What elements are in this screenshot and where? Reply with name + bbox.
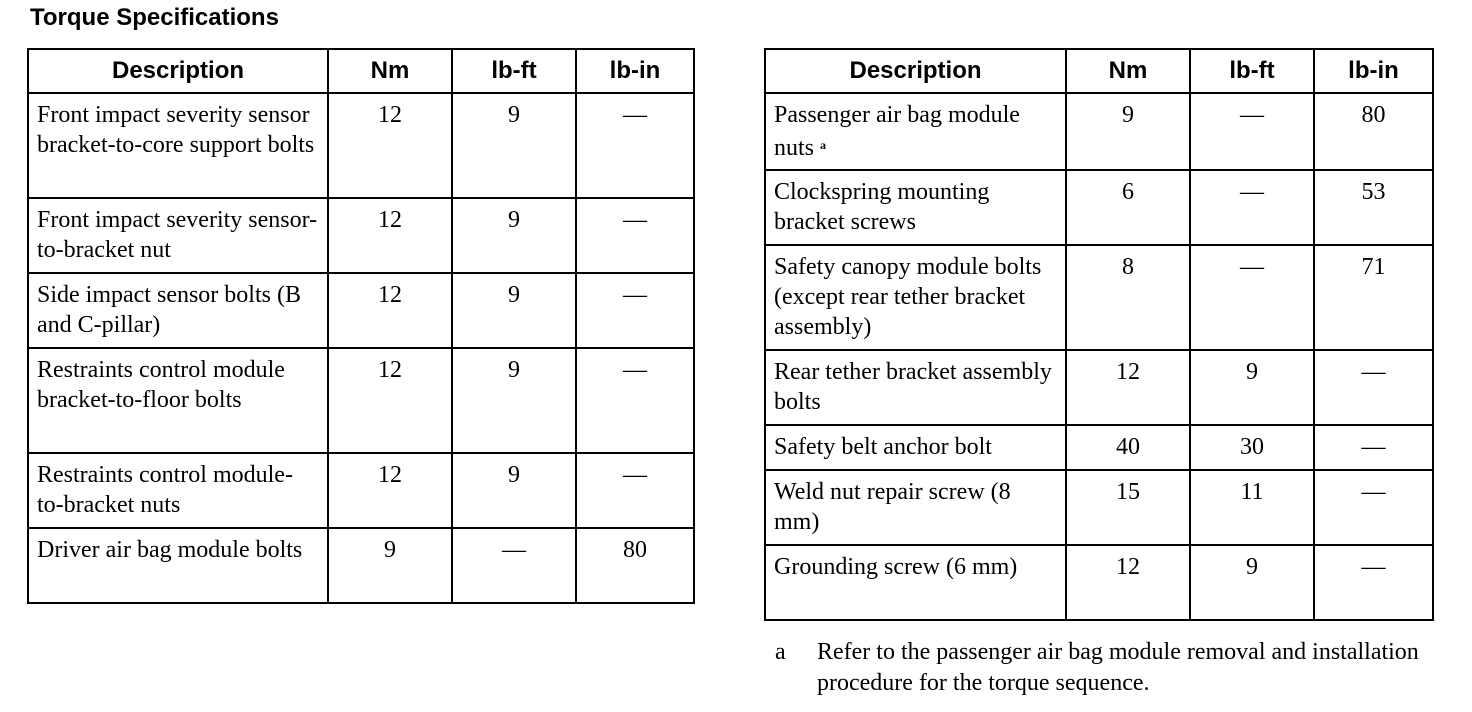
cell-lbin: —	[1314, 545, 1433, 620]
torque-table-left	[27, 48, 695, 604]
table-header-row	[28, 49, 694, 93]
table-row	[765, 170, 1433, 245]
cell-lbin: —	[576, 348, 694, 453]
header-description: Description	[765, 49, 1066, 93]
header-lbft: lb-ft	[452, 49, 576, 93]
header-lbin: lb-in	[576, 49, 694, 93]
header-lbin: lb-in	[1314, 49, 1433, 93]
cell-nm: 12	[328, 453, 452, 528]
cell-description: Safety belt anchor bolt	[765, 425, 1066, 470]
cell-lbft: —	[1190, 170, 1314, 245]
cell-nm: 6	[1066, 170, 1190, 245]
cell-lbin: 71	[1314, 245, 1433, 350]
cell-lbft: 9	[452, 273, 576, 348]
cell-lbft: —	[1190, 245, 1314, 350]
cell-lbin: 80	[1314, 93, 1433, 170]
header-nm: Nm	[328, 49, 452, 93]
cell-description: Clockspring mounting bracket screws	[765, 170, 1066, 245]
cell-nm: 12	[1066, 350, 1190, 425]
page-title: Torque Specifications	[30, 4, 279, 31]
cell-lbft: 9	[452, 93, 576, 198]
cell-lbin: 80	[576, 528, 694, 603]
cell-lbft: —	[1190, 93, 1314, 170]
cell-description: Front impact severity sensor-to-bracket nut	[28, 198, 328, 273]
cell-nm: 40	[1066, 425, 1190, 470]
cell-nm: 12	[328, 273, 452, 348]
cell-description: Weld nut repair screw (8 mm)	[765, 470, 1066, 545]
table-row	[28, 198, 694, 273]
cell-nm: 12	[328, 348, 452, 453]
cell-lbin: —	[576, 453, 694, 528]
cell-nm: 12	[1066, 545, 1190, 620]
cell-nm: 8	[1066, 245, 1190, 350]
cell-lbin: —	[576, 273, 694, 348]
cell-lbft: 11	[1190, 470, 1314, 545]
cell-nm: 9	[328, 528, 452, 603]
table-row	[765, 425, 1433, 470]
cell-description: Driver air bag module bolts	[28, 528, 328, 603]
table-row	[28, 528, 694, 603]
cell-nm: 12	[328, 93, 452, 198]
cell-lbft: 9	[1190, 350, 1314, 425]
cell-lbin: 53	[1314, 170, 1433, 245]
footnote-mark: a	[775, 639, 786, 665]
header-description: Description	[28, 49, 328, 93]
cell-lbin: —	[1314, 425, 1433, 470]
cell-lbin: —	[1314, 470, 1433, 545]
cell-lbft: —	[452, 528, 576, 603]
header-lbft: lb-ft	[1190, 49, 1314, 93]
cell-description: Restraints control module-to-bracket nuts	[28, 453, 328, 528]
cell-nm: 12	[328, 198, 452, 273]
cell-nm: 15	[1066, 470, 1190, 545]
cell-lbft: 9	[452, 348, 576, 453]
cell-description	[765, 93, 1066, 170]
table-row	[765, 545, 1433, 620]
cell-description: Side impact sensor bolts (B and C-pillar)	[28, 273, 328, 348]
cell-lbin: —	[576, 198, 694, 273]
cell-lbin: —	[576, 93, 694, 198]
footnote-text: Refer to the passenger air bag module removal and installation procedure for the torque sequence.	[817, 639, 1419, 696]
cell-description: Restraints control module bracket-to-floor bolts	[28, 348, 328, 453]
cell-description: Grounding screw (6 mm)	[765, 545, 1066, 620]
footnote-marker: a	[820, 138, 827, 152]
cell-lbft: 9	[1190, 545, 1314, 620]
header-nm: Nm	[1066, 49, 1190, 93]
description-text: Passenger air bag module nuts	[774, 102, 1020, 161]
cell-nm: 9	[1066, 93, 1190, 170]
table-row	[765, 245, 1433, 350]
table-row	[765, 470, 1433, 545]
cell-lbft: 30	[1190, 425, 1314, 470]
cell-description: Safety canopy module bolts (except rear tether bracket assembly)	[765, 245, 1066, 350]
table-row	[28, 273, 694, 348]
cell-lbin: —	[1314, 350, 1433, 425]
torque-table-right	[764, 48, 1434, 621]
table-row	[765, 93, 1433, 170]
table-row	[765, 350, 1433, 425]
cell-description: Rear tether bracket assembly bolts	[765, 350, 1066, 425]
table-row	[28, 348, 694, 453]
table-header-row	[765, 49, 1433, 93]
cell-lbft: 9	[452, 198, 576, 273]
cell-lbft: 9	[452, 453, 576, 528]
cell-description: Front impact severity sensor bracket-to-core support bolts	[28, 93, 328, 198]
table-row	[28, 93, 694, 198]
table-row	[28, 453, 694, 528]
